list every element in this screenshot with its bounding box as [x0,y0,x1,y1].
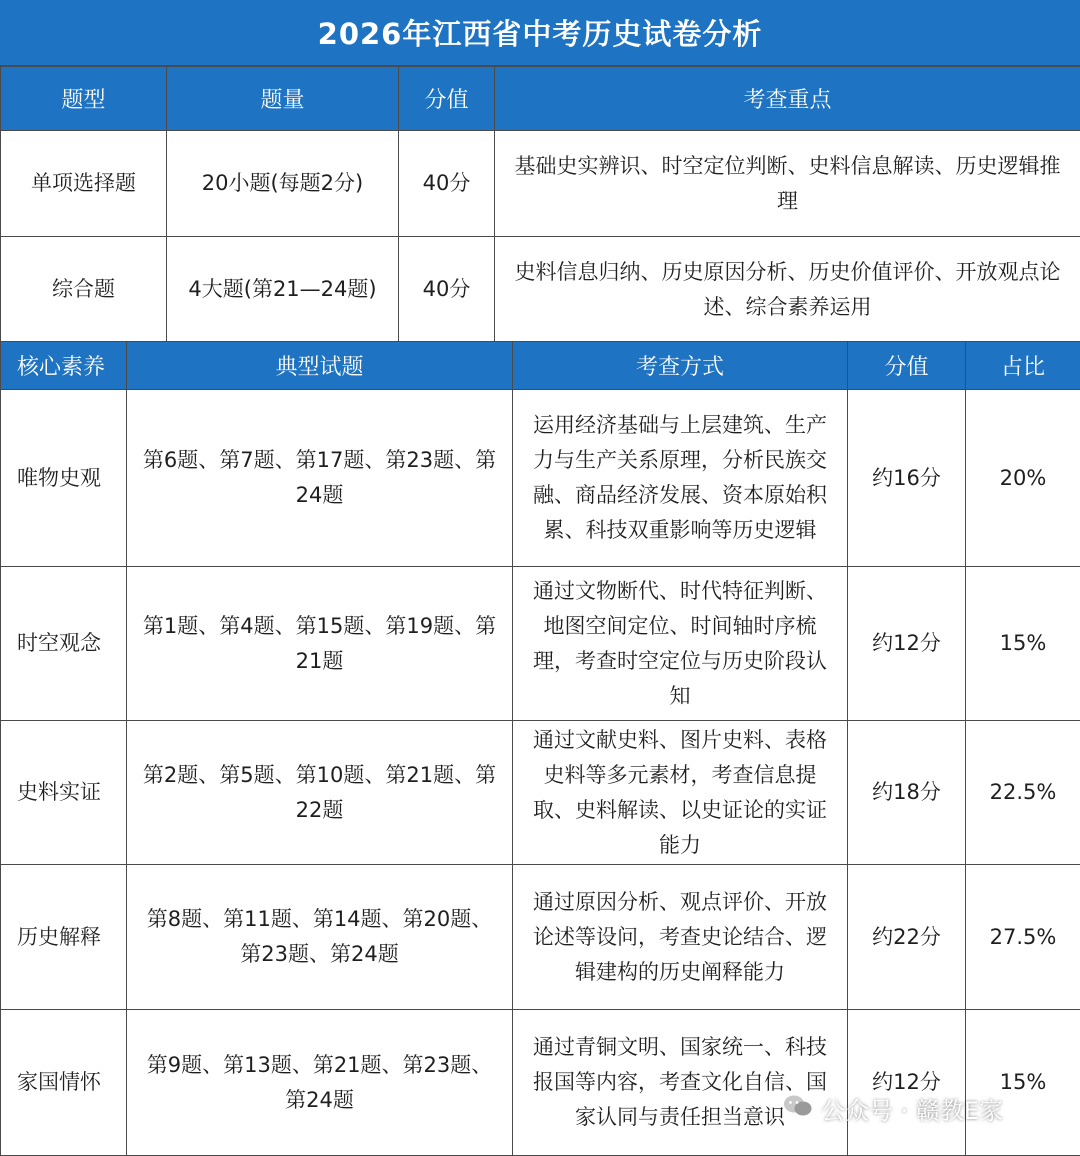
header-score: 分值 [399,67,495,131]
cell-type: 综合题 [1,237,167,343]
core-literacy-table [0,341,1080,1156]
table-header-row [1,342,1080,390]
cell-core: 史料实证 [1,721,127,865]
watermark [783,1091,1003,1126]
cell-focus: 基础史实辨识、时空定位判断、史料信息解读、历史逻辑推理 [495,131,1080,237]
cell-score: 约18分 [848,721,966,865]
cell-count: 20小题(每题2分) [167,131,399,237]
cell-core: 时空观念 [1,567,127,721]
header-method: 考查方式 [513,342,848,390]
header-count: 题量 [167,67,399,131]
cell-method: 运用经济基础与上层建筑、生产力与生产关系原理，分析民族交融、商品经济发展、资本原始积累、科技双重影响等历史逻辑 [513,390,848,567]
table-row [1,131,1080,237]
header-focus: 考查重点 [495,67,1080,131]
cell-type: 单项选择题 [1,131,167,237]
watermark-text: 公众号 · 赣教E家 [821,1091,1003,1126]
table-row [1,237,1080,343]
page-title: 2026年江西省中考历史试卷分析 [0,0,1080,66]
cell-core: 历史解释 [1,865,127,1010]
cell-ratio: 20% [966,390,1080,567]
cell-score: 约12分 [848,567,966,721]
cell-core: 家国情怀 [1,1010,127,1156]
table-header-row [1,67,1080,131]
cell-ratio: 22.5% [966,721,1080,865]
cell-questions: 第2题、第5题、第10题、第21题、第22题 [127,721,513,865]
cell-count: 4大题(第21—24题) [167,237,399,343]
header-core: 核心素养 [1,342,127,390]
cell-questions: 第1题、第4题、第15题、第19题、第21题 [127,567,513,721]
cell-questions: 第8题、第11题、第14题、第20题、第23题、第24题 [127,865,513,1010]
wechat-icon [783,1094,813,1124]
header-ratio: 占比 [966,342,1080,390]
table-row [1,721,1080,865]
cell-core: 唯物史观 [1,390,127,567]
table-row [1,390,1080,567]
cell-ratio: 27.5% [966,865,1080,1010]
exam-structure-table [0,66,1080,343]
header-type: 题型 [1,67,167,131]
cell-focus: 史料信息归纳、历史原因分析、历史价值评价、开放观点论述、综合素养运用 [495,237,1080,343]
cell-method: 通过青铜文明、国家统一、科技报国等内容，考查文化自信、国家认同与责任担当意识 [513,1010,848,1156]
cell-score: 40分 [399,131,495,237]
cell-ratio: 15% [966,567,1080,721]
cell-questions: 第6题、第7题、第17题、第23题、第24题 [127,390,513,567]
cell-score: 约12分 [848,1010,966,1156]
table-row [1,567,1080,721]
cell-method: 通过原因分析、观点评价、开放论述等设问，考查史论结合、逻辑建构的历史阐释能力 [513,865,848,1010]
cell-questions: 第9题、第13题、第21题、第23题、第24题 [127,1010,513,1156]
cell-ratio: 15% [966,1010,1080,1156]
cell-method: 通过文物断代、时代特征判断、地图空间定位、时间轴时序梳理，考查时空定位与历史阶段认知 [513,567,848,721]
header-questions: 典型试题 [127,342,513,390]
header-score: 分值 [848,342,966,390]
table-row [1,1010,1080,1156]
cell-score: 约16分 [848,390,966,567]
cell-method: 通过文献史料、图片史料、表格史料等多元素材，考查信息提取、史料解读、以史证论的实证能力 [513,721,848,865]
cell-score: 40分 [399,237,495,343]
table-row [1,865,1080,1010]
cell-score: 约22分 [848,865,966,1010]
